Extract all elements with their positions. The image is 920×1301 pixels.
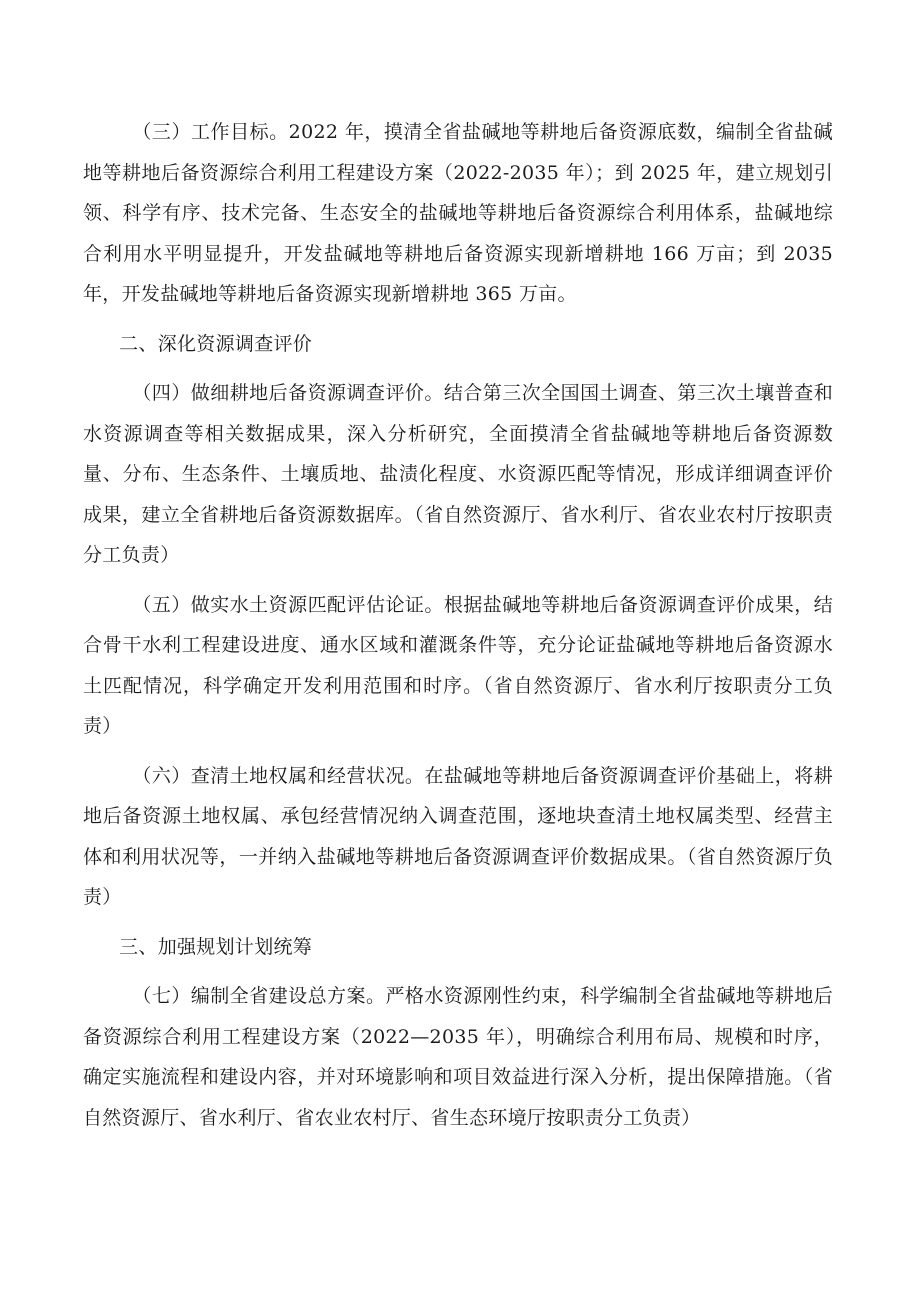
spacer: [83, 576, 833, 585]
spacer: [83, 747, 833, 756]
spacer: [83, 918, 833, 927]
spacer: [83, 315, 833, 324]
spacer: [83, 364, 833, 373]
section-heading-3: 三、加强规划计划统筹: [119, 935, 313, 958]
spacer: [83, 967, 833, 976]
paragraph-survey-evaluation: （四）做细耕地后备资源调查评价。结合第三次全国国土调查、第三次土壤普查和水资源调查等相关数据成果，深入分析研究，全面摸清全省盐碱地等耕地后备资源数量、分布、生态条件、土壤质地、盐渍化程度、水资源匹配等情况，形成详细调查评价成果，建立全省耕地后备资源数据库。（省自然资源厅、省水利厅、省农业农村厅按职责分工负责）: [83, 382, 833, 566]
paragraph-land-ownership: （六）查清土地权属和经营状况。在盐碱地等耕地后备资源调查评价基础上，将耕地后备资源土地权属、承包经营情况纳入调查范围，逐地块查清土地权属类型、经营主体和利用状况等，一并纳入盐碱地等耕地后备资源调查评价数据成果。（省自然资源厅负责）: [83, 764, 833, 908]
section-heading-2: 二、深化资源调查评价: [119, 332, 313, 355]
paragraph-work-goals: （三）工作目标。2022 年，摸清全省盐碱地等耕地后备资源底数，编制全省盐碱地等耕地后备资源综合利用工程建设方案（2022-2035 年）；到 2025 年，建立规划引领、科学有序、技术完备、生态安全的盐碱地等耕地后备资源综合利用体系，盐碱地综合利用水平明显提升，开发盐碱地等耕地后备资源实现新增耕地 166 万亩；到 2035 年，开发盐碱地等耕地后备资源实现新增耕地 365 万亩。: [83, 121, 833, 305]
document-body: [83, 112, 833, 1138]
paragraph-master-plan: （七）编制全省建设总方案。严格水资源刚性约束，科学编制全省盐碱地等耕地后备资源综合利用工程建设方案（2022—2035 年），明确综合利用布局、规模和时序，确定实施流程和建设内容，并对环境影响和项目效益进行深入分析，提出保障措施。（省自然资源厅、省水利厅、省农业农村厅、省生态环境厅按职责分工负责）: [83, 985, 833, 1129]
paragraph-water-soil-matching: （五）做实水土资源匹配评估论证。根据盐碱地等耕地后备资源调查评价成果，结合骨干水利工程建设进度、通水区域和灌溉条件等，充分论证盐碱地等耕地后备资源水土匹配情况，科学确定开发利用范围和时序。（省自然资源厅、省水利厅按职责分工负责）: [83, 593, 833, 737]
